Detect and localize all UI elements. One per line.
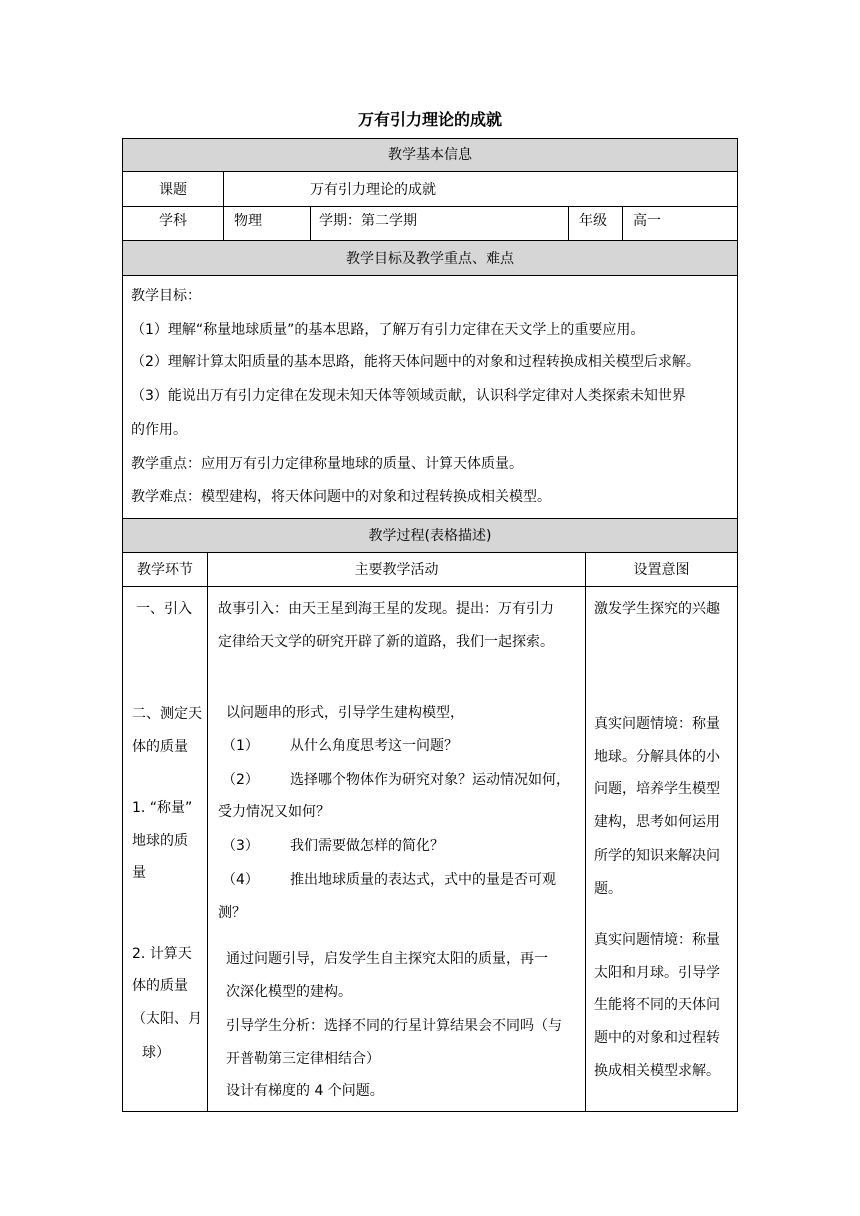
intent-earth-2: 地球。分解具体的小 (594, 749, 720, 765)
intent-earth-3: 问题，培养学生模型 (594, 781, 720, 797)
activity-question-1: （1） 从什么角度思考这一问题？ (222, 738, 458, 754)
basic-info-header: 教学基本信息 (122, 138, 738, 172)
stage-measure-line1: 二、测定天 (132, 706, 202, 722)
stage-sun-line1: 2. 计算天 (132, 946, 192, 962)
subject-label-cell (122, 206, 224, 241)
stage-earth-line1: 1. “称量” (132, 800, 193, 816)
col-activity: 主要教学活动 (354, 562, 439, 578)
intent-earth-6: 题。 (594, 881, 622, 897)
document-title: 万有引力理论的成就 (357, 110, 502, 129)
goal-3: （3）能说出万有引力定律在发现未知天体等领域贡献，认识科学定律对人类探索未知世界 (131, 388, 686, 404)
difficulty: 教学难点：模型建构，将天体问题中的对象和过程转换成相关模型。 (131, 489, 551, 505)
activity-sun-4: 开普勒第三定律相结合） (226, 1051, 380, 1067)
process-header: 教学过程(表格描述) (122, 518, 738, 553)
intent-sun-2: 太阳和月球。引导学 (594, 965, 720, 981)
intent-earth-5: 所学的知识来解决问 (594, 848, 720, 864)
intent-earth-4: 建构，思考如何运用 (594, 814, 720, 830)
intent-earth-1: 真实问题情境：称量 (594, 716, 720, 732)
stage-column (122, 586, 208, 1112)
activity-model-intro: 以问题串的形式，引导学生建构模型， (226, 705, 464, 721)
intent-sun-4: 题中的对象和过程转 (594, 1030, 720, 1046)
activity-sun-3: 引导学生分析：选择不同的行星计算结果会不同吗（与 (226, 1018, 562, 1034)
intent-sun-1: 真实问题情境：称量 (594, 932, 720, 948)
topic-value: 万有引力理论的成就 (310, 182, 436, 198)
intent-sun-5: 换成相关模型求解。 (594, 1063, 720, 1079)
term-value: 学期：第二学期 (319, 213, 417, 229)
col-activity-cell (207, 552, 586, 587)
stage-sun-line3: （太阳、月 (132, 1011, 202, 1027)
col-stage: 教学环节 (137, 562, 193, 578)
intent-column (585, 586, 738, 1112)
grade-label-cell (568, 206, 623, 241)
objectives-header: 教学目标及教学重点、难点 (122, 240, 738, 276)
grade-value: 高一 (633, 213, 661, 229)
goal-2: （2）理解计算太阳质量的基本思路，能将天体问题中的对象和过程转换成相关模型后求解。 (131, 354, 700, 370)
subject-value: 物理 (234, 213, 262, 229)
subject-label: 学科 (159, 213, 187, 229)
topic-label-cell (122, 171, 224, 207)
stage-measure-line2: 体的质量 (132, 739, 188, 755)
stage-sun-line2: 体的质量 (132, 978, 188, 994)
activity-sun-1: 通过问题引导，启发学生自主探究太阳的质量，再一 (226, 951, 548, 967)
grade-value-cell (622, 206, 738, 241)
col-intent: 设置意图 (633, 562, 690, 578)
activity-column (207, 586, 586, 1112)
activity-question-4: （4） 推出地球质量的表达式，式中的量是否可观 (222, 872, 556, 888)
topic-label: 课题 (159, 182, 187, 198)
term-cell (310, 206, 569, 241)
objectives-body (122, 275, 738, 519)
col-stage-cell (122, 552, 208, 587)
goal-3-continued: 的作用。 (131, 422, 187, 438)
intent-intro: 激发学生探究的兴趣 (594, 601, 720, 617)
goal-label: 教学目标： (131, 288, 201, 304)
stage-sun-line4: 球） (142, 1045, 170, 1061)
stage-earth-line2: 地球的质 (132, 833, 188, 849)
topic-value-cell (223, 171, 738, 207)
activity-question-2: （2） 选择哪个物体作为研究对象？运动情况如何， (222, 772, 570, 788)
activity-intro-2: 定律给天文学的研究开辟了新的道路，我们一起探索。 (218, 634, 554, 650)
stage-intro: 一、引入 (136, 601, 192, 617)
activity-intro-1: 故事引入：由天王星到海王星的发现。提出：万有引力 (218, 601, 554, 617)
activity-sun-2: 次深化模型的建构。 (226, 984, 352, 1000)
activity-question-3: （3） 我们需要做怎样的简化？ (222, 838, 444, 854)
stage-earth-line3: 量 (132, 865, 146, 881)
activity-question-4-continued: 测？ (218, 905, 246, 921)
grade-label: 年级 (579, 213, 607, 229)
key-point: 教学重点：应用万有引力定律称量地球的质量、计算天体质量。 (131, 456, 523, 472)
goal-1: （1）理解“称量地球质量”的基本思路，了解万有引力定律在天文学上的重要应用。 (131, 322, 645, 338)
activity-sun-5: 设计有梯度的 4 个问题。 (226, 1083, 384, 1099)
col-intent-cell (585, 552, 738, 587)
intent-sun-3: 生能将不同的天体问 (594, 997, 720, 1013)
activity-question-2-continued: 受力情况又如何？ (218, 804, 330, 820)
subject-value-cell (223, 206, 311, 241)
